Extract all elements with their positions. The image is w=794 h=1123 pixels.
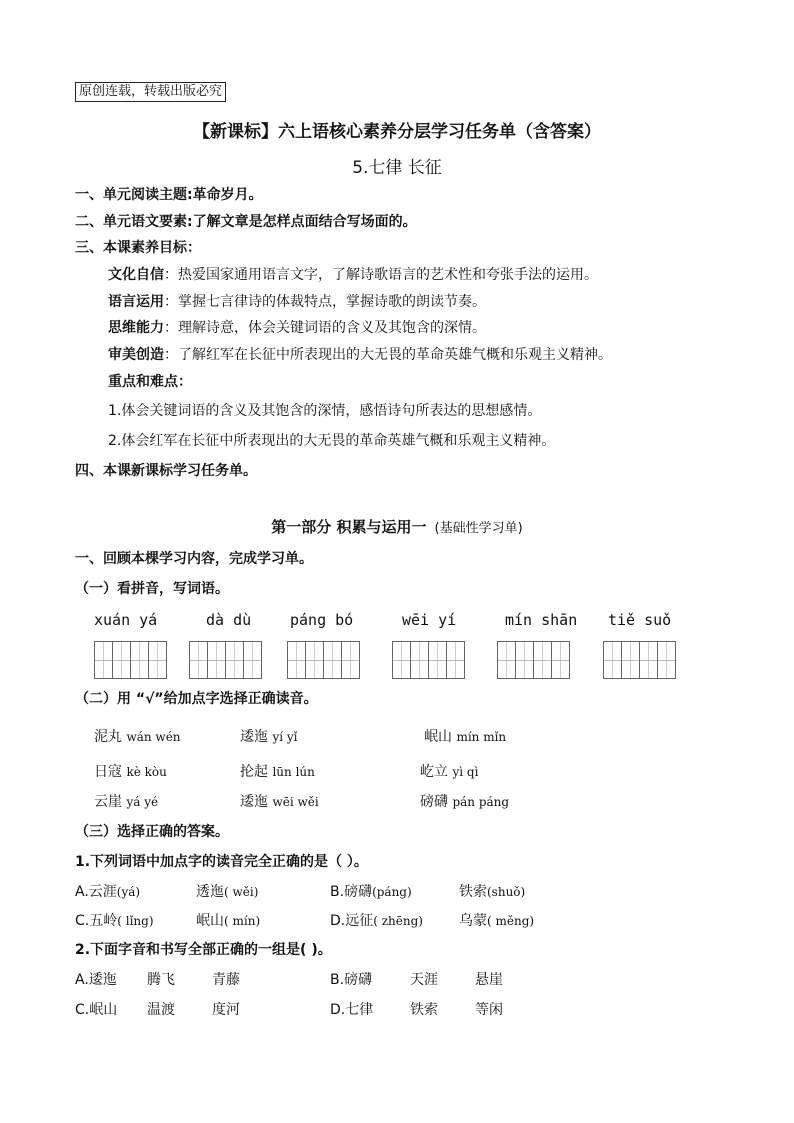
choice-word: 悬崖 bbox=[475, 972, 503, 988]
part-heading bbox=[0, 516, 794, 537]
goal-item bbox=[108, 344, 612, 364]
reading-options[interactable]: yá yé bbox=[126, 795, 159, 809]
choice-option[interactable]: D.远征( zhēng) bbox=[330, 913, 423, 929]
goal-text: ：热爱国家通用语言文字，了解诗歌语言的艺术性和夸张手法的运用。 bbox=[164, 267, 598, 283]
goal-label: 思维能力 bbox=[108, 320, 164, 336]
part-title: 第一部分 积累与运用一 bbox=[271, 518, 427, 536]
goal-item bbox=[108, 317, 486, 337]
reading-options[interactable]: mín mǐn bbox=[456, 730, 507, 744]
writing-grid[interactable] bbox=[603, 641, 676, 679]
reading-word: 岷山 bbox=[424, 729, 452, 745]
pinyin-prompt: mín shān bbox=[505, 611, 578, 629]
goal-label: 语言运用 bbox=[108, 294, 164, 310]
pinyin-prompt: xuán yá bbox=[94, 611, 158, 629]
reading-options[interactable]: lūn lún bbox=[272, 765, 315, 779]
key-point: 1.体会关键词语的含义及其饱含的深情，感悟诗句所表达的思想感情。 bbox=[108, 403, 542, 419]
key-point: 2.体会红军在长征中所表现出的大无畏的革命英雄气概和乐观主义精神。 bbox=[108, 433, 556, 449]
section-3: 三、本课素养目标： bbox=[75, 240, 201, 256]
copyright-stamp: 原创连载，转载出版必究 bbox=[75, 82, 226, 102]
writing-grid[interactable] bbox=[287, 641, 360, 679]
section-2: 二、单元语文要素:了解文章是怎样点面结合写场面的。 bbox=[75, 214, 417, 230]
reading-word: 抡起 bbox=[240, 764, 268, 780]
subquestion-choice: （三）选择正确的答案。 bbox=[75, 824, 229, 840]
goal-label: 文化自信 bbox=[108, 267, 164, 283]
key-points-label: 重点和难点： bbox=[108, 374, 192, 390]
pinyin-prompt: tiě suǒ bbox=[608, 611, 672, 629]
choice-option[interactable]: D.七律 bbox=[330, 1002, 374, 1018]
choice-option[interactable]: A.逶迤 bbox=[75, 972, 117, 988]
choice-option[interactable]: B.磅礴(páng) bbox=[330, 884, 412, 900]
choice-option[interactable]: A.云涯(yá) bbox=[75, 884, 141, 900]
goal-text: ：掌握七言律诗的体裁特点，掌握诗歌的朗读节奏。 bbox=[164, 294, 486, 310]
subquestion-pinyin: （一）看拼音，写词语。 bbox=[75, 581, 229, 597]
choice-option[interactable]: C.岷山 bbox=[75, 1002, 118, 1018]
writing-grid[interactable] bbox=[189, 641, 262, 679]
choice-question-2: 2.下面字音和书写全部正确的一组是( )。 bbox=[75, 942, 332, 958]
goal-text: ：了解红军在长征中所表现出的大无畏的革命英雄气概和乐观主义精神。 bbox=[164, 347, 612, 363]
reading-word: 日寇 bbox=[94, 764, 122, 780]
reading-item bbox=[94, 791, 158, 811]
page-title: 【新课标】六上语核心素养分层学习任务单（含答案） bbox=[193, 122, 601, 142]
reading-item bbox=[420, 791, 509, 811]
writing-grid[interactable] bbox=[392, 641, 465, 679]
section-1: 一、单元阅读主题:革命岁月。 bbox=[75, 187, 263, 203]
choice-option[interactable]: 铁索(shuǒ) bbox=[459, 884, 526, 900]
reading-word: 泥丸 bbox=[94, 729, 122, 745]
reading-item bbox=[94, 726, 181, 746]
choice-word: 腾飞 bbox=[147, 972, 175, 988]
question-1: 一、回顾本棵学习内容，完成学习单。 bbox=[75, 551, 313, 567]
choice-word: 度河 bbox=[212, 1002, 240, 1018]
reading-options[interactable]: kè kòu bbox=[126, 765, 167, 779]
part-note: (基础性学习单) bbox=[434, 521, 523, 536]
choice-option[interactable]: 透迤( wěi) bbox=[196, 884, 259, 900]
reading-options[interactable]: wēi wěi bbox=[272, 795, 319, 809]
choice-word: 温渡 bbox=[147, 1002, 175, 1018]
subquestion-reading: （二）用 “√”给加点字选择正确读音。 bbox=[75, 691, 318, 707]
reading-item bbox=[240, 761, 315, 781]
goal-item bbox=[108, 264, 598, 284]
reading-options[interactable]: yí yǐ bbox=[272, 730, 298, 744]
reading-word: 逶迤 bbox=[240, 794, 268, 810]
choice-word: 铁索 bbox=[410, 1002, 438, 1018]
reading-options[interactable]: yì qì bbox=[452, 765, 479, 779]
choice-question-1: 1.下列词语中加点字的读音完全正确的是（ ）。 bbox=[75, 854, 368, 870]
reading-word: 逶迤 bbox=[240, 729, 268, 745]
goal-label: 审美创造 bbox=[108, 347, 164, 363]
reading-item bbox=[240, 726, 298, 746]
pinyin-prompt: dà dù bbox=[206, 611, 252, 629]
choice-word: 天涯 bbox=[410, 972, 438, 988]
pinyin-prompt: páng bó bbox=[290, 611, 354, 629]
choice-option[interactable]: B.磅礴 bbox=[330, 972, 373, 988]
pinyin-prompt: wēi yí bbox=[402, 611, 457, 629]
lesson-title: 5.七律 长征 bbox=[352, 158, 442, 178]
writing-grid[interactable] bbox=[94, 641, 167, 679]
reading-options[interactable]: pán páng bbox=[452, 795, 510, 809]
reading-word: 磅礴 bbox=[420, 794, 448, 810]
reading-word: 屹立 bbox=[420, 764, 448, 780]
writing-grid[interactable] bbox=[497, 641, 570, 679]
choice-word: 等闲 bbox=[475, 1002, 503, 1018]
choice-option[interactable]: 岷山( mín) bbox=[196, 913, 261, 929]
reading-item bbox=[424, 726, 506, 746]
reading-options[interactable]: wán wén bbox=[126, 730, 181, 744]
reading-item bbox=[420, 761, 478, 781]
goal-text: ：理解诗意，体会关键词语的含义及其饱含的深情。 bbox=[164, 320, 486, 336]
reading-item bbox=[240, 791, 319, 811]
reading-item bbox=[94, 761, 167, 781]
goal-item bbox=[108, 291, 486, 311]
choice-word: 青藤 bbox=[212, 972, 240, 988]
choice-option[interactable]: 乌蒙( měng) bbox=[459, 913, 535, 929]
section-4: 四、本课新课标学习任务单。 bbox=[75, 463, 257, 479]
reading-word: 云崖 bbox=[94, 794, 122, 810]
choice-option[interactable]: C.五岭( lǐng) bbox=[75, 913, 154, 929]
